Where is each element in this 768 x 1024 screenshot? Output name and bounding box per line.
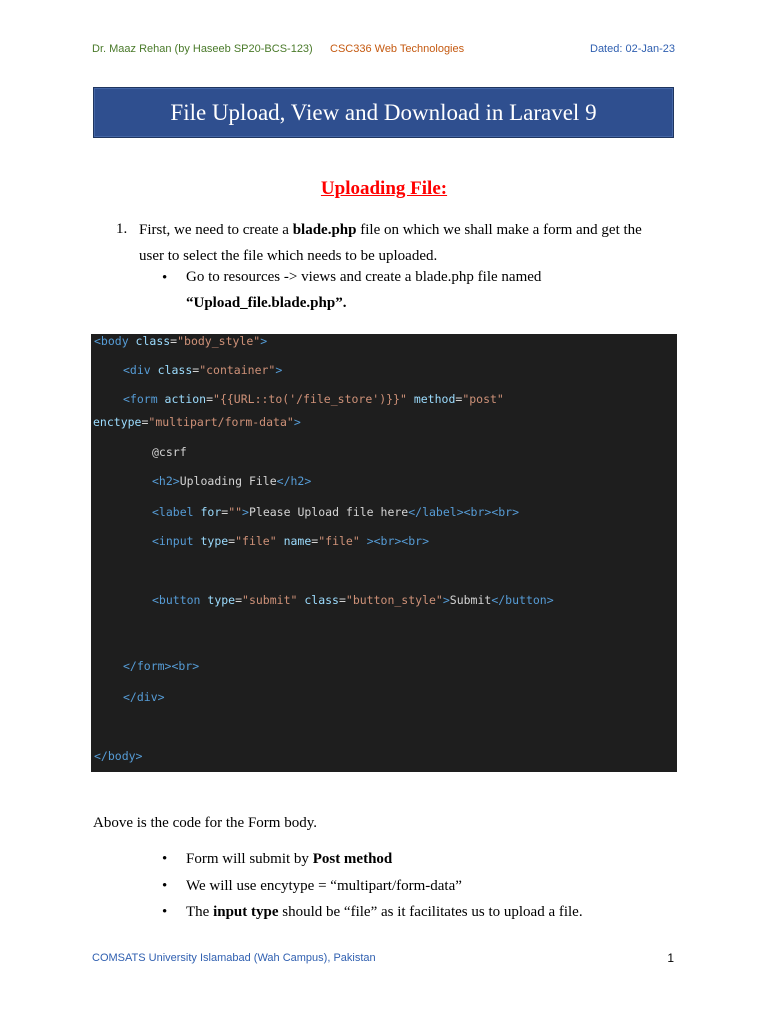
step-text-line2: user to select the file which needs to be uploaded. bbox=[139, 248, 438, 264]
step-number: 1. bbox=[116, 221, 128, 237]
bullet-dot: • bbox=[162, 270, 168, 286]
section-title: Uploading File: bbox=[320, 178, 448, 199]
after-code-text: Above is the code for the Form body. bbox=[93, 815, 317, 831]
code-line-9: <button type="submit" class="button_style">Submit</button> bbox=[152, 593, 554, 607]
code-line-1: <body class="body_style"> bbox=[94, 334, 268, 348]
header-date: Dated: 02-Jan-23 bbox=[590, 43, 675, 55]
document-title: File Upload, View and Download in Laravel 9 bbox=[170, 99, 597, 125]
code-line-6: <h2>Uploading File</h2> bbox=[152, 474, 312, 488]
bullet2-dot-2: • bbox=[162, 878, 168, 894]
document-title-box bbox=[93, 87, 674, 138]
bullet2-dot-1: • bbox=[162, 851, 168, 867]
bullet2-text-3: The input type should be “file” as it facilitates us to upload a file. bbox=[186, 904, 583, 920]
code-line-7: <label for="">Please Upload file here</label><br><br> bbox=[152, 505, 520, 519]
step-text-line1: First, we need to create a blade.php file on which we shall make a form and get the bbox=[139, 222, 642, 238]
bullet2-text-1: Form will submit by Post method bbox=[186, 851, 393, 867]
page-number: 1 bbox=[667, 951, 674, 965]
footer-institution: COMSATS University Islamabad (Wah Campus), Pakistan bbox=[92, 952, 376, 964]
bullet-filename: “Upload_file.blade.php”. bbox=[186, 295, 347, 311]
code-line-11: </div> bbox=[123, 690, 165, 704]
code-line-10: </form><br> bbox=[123, 659, 200, 673]
code-line-2: <div class="container"> bbox=[123, 363, 283, 377]
bullet-text: Go to resources -> views and create a blade.php file named bbox=[186, 269, 542, 285]
code-line-8: <input type="file" name="file" ><br><br> bbox=[152, 534, 430, 548]
header-course: CSC336 Web Technologies bbox=[330, 43, 465, 55]
code-line-5: @csrf bbox=[152, 445, 187, 459]
code-line-12: </body> bbox=[94, 749, 143, 763]
code-block bbox=[91, 334, 677, 772]
code-line-4: enctype="multipart/form-data"> bbox=[93, 415, 301, 429]
bullet2-text-2: We will use encytype = “multipart/form-data” bbox=[186, 878, 462, 894]
bullet2-dot-3: • bbox=[162, 904, 168, 920]
header-author: Dr. Maaz Rehan (by Haseeb SP20-BCS-123) bbox=[92, 43, 313, 55]
code-line-3: <form action="{{URL::to('/file_store')}}" method="post" bbox=[123, 392, 504, 406]
